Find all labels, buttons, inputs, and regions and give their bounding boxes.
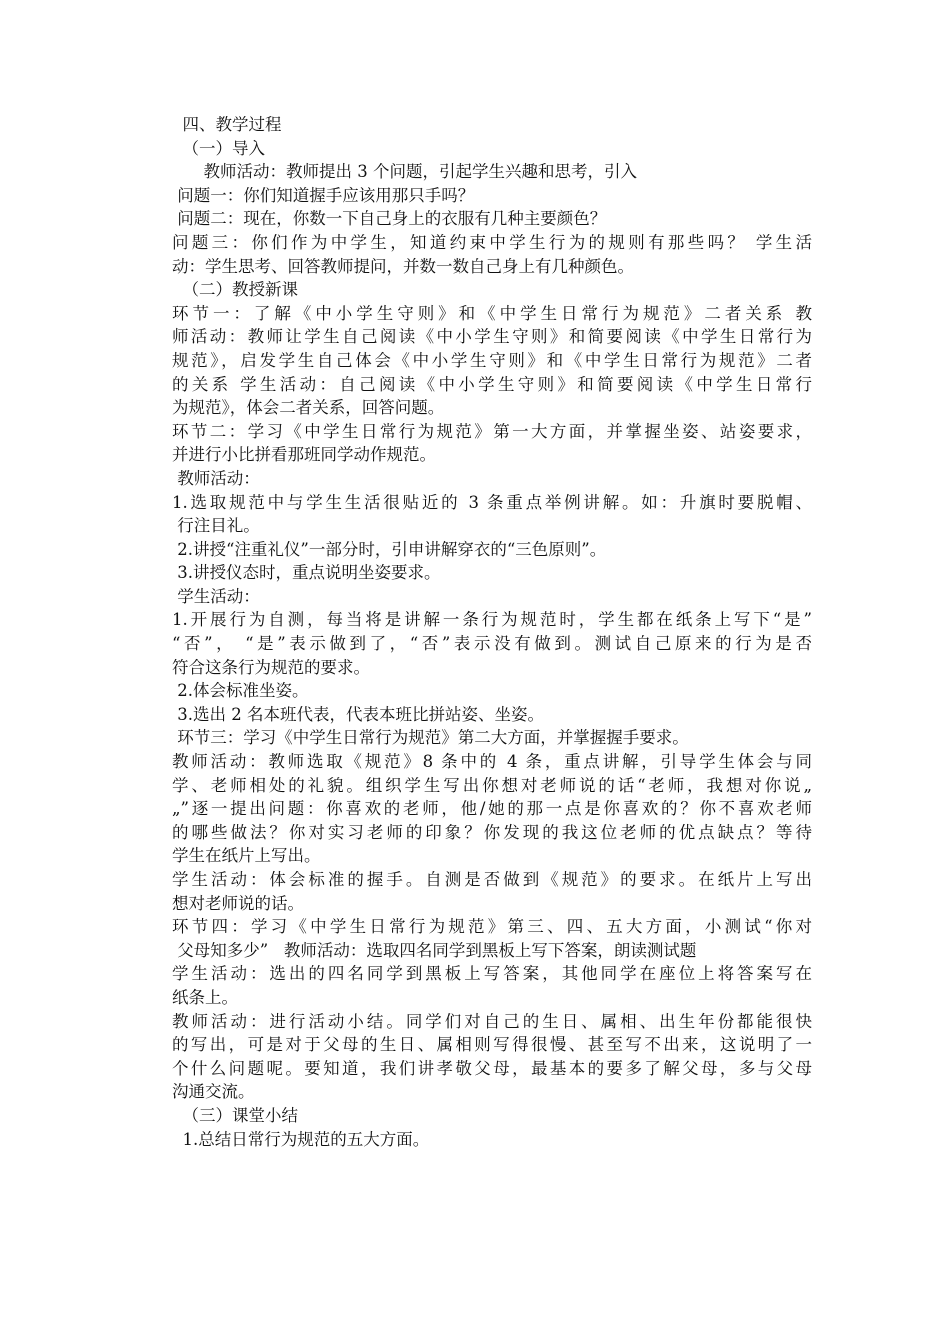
text-line: 想对老师说的话。 <box>172 893 304 913</box>
text-line: 环节一：了解《中小学生守则》和《中学生日常行为规范》二者关系 教 <box>172 303 812 323</box>
text-line: （二）教授新课 <box>172 280 298 300</box>
text-line: 沟通交流。 <box>172 1082 255 1102</box>
text-line: 问题三：你们作为中学生，知道约束中学生行为的规则有那些吗？ 学生活 <box>172 232 812 252</box>
text-line: 学生活动：选出的四名同学到黑板上写答案，其他同学在座位上将答案写在 <box>172 964 812 984</box>
text-line: 问题一：你们知道握手应该用那只手吗？ <box>172 185 475 205</box>
text-line: 的哪些做法？你对实习老师的印象？你发现的我这位老师的优点缺点？等待 <box>172 822 812 842</box>
text-line: 个什么问题呢。要知道，我们讲孝敬父母，最基本的要多了解父母，多与父母 <box>172 1058 812 1078</box>
text-line: 教师活动：进行活动小结。同学们对自己的生日、属相、出生年份都能很快 <box>172 1011 812 1031</box>
text-line: 师活动：教师让学生自己阅读《中小学生守则》和简要阅读《中学生日常行为 <box>172 327 812 347</box>
text-line: （一）导入 <box>172 138 265 158</box>
text-line: 的关系 学生活动：自己阅读《中小学生守则》和简要阅读《中学生日常行 <box>172 374 812 394</box>
text-line: 学生活动：体会标准的握手。自测是否做到《规范》的要求。在纸片上写出 <box>172 870 812 889</box>
text-line: 3.讲授仪态时，重点说明坐姿要求。 <box>172 563 441 583</box>
text-line: “否”， “是”表示做到了，“否”表示没有做到。测试自己原来的行为是否 <box>172 634 812 654</box>
text-line: 学生活动： <box>172 586 260 606</box>
text-line: 问题二：现在，你数一下自己身上的衣服有几种主要颜色？ <box>172 209 607 229</box>
text-line: 父母知多少” 教师活动：选取四名同学到黑板上写下答案，朗读测试题 <box>172 940 697 960</box>
text-line: 2.讲授“注重礼仪”一部分时，引申讲解穿衣的“三色原则”。 <box>172 539 607 559</box>
text-line: 环节三：学习《中学生日常行为规范》第二大方面，并掌握握手要求。 <box>172 728 689 748</box>
text-line: 并进行小比拼看那班同学动作规范。 <box>172 445 436 465</box>
text-line: 动：学生思考、回答教师提问，并数一数自己身上有几种颜色。 <box>172 256 634 276</box>
text-line: „”逐一提出问题：你喜欢的老师，他/她的那一点是你喜欢的？你不喜欢老师 <box>172 799 812 819</box>
text-line: 环节二：学习《中学生日常行为规范》第一大方面，并掌握坐姿、站姿要求， <box>172 421 812 441</box>
text-line: 纸条上。 <box>172 987 238 1007</box>
text-line: 学、老师相处的礼貌。组织学生写出你想对老师说的话“老师，我想对你说„ <box>172 775 812 795</box>
text-line: 符合这条行为规范的要求。 <box>172 657 370 677</box>
text-line: 教师活动：教师提出 3 个问题，引起学生兴趣和思考，引入 <box>172 162 637 182</box>
text-line: 3.选出 2 名本班代表，代表本班比拼站姿、坐姿。 <box>172 704 544 724</box>
text-line: 学生在纸片上写出。 <box>172 846 321 866</box>
text-line: 为规范》，体会二者关系，回答问题。 <box>172 398 445 418</box>
text-line: 2.体会标准坐姿。 <box>172 681 309 701</box>
text-line: 教师活动：教师选取《规范》8 条中的 4 条，重点讲解，引导学生体会与同 <box>172 752 812 772</box>
text-line: 四、教学过程 <box>172 115 282 134</box>
text-line: （三）课堂小结 <box>172 1105 298 1125</box>
text-line: 规范》，启发学生自己体会《中小学生守则》和《中学生日常行为规范》二者 <box>172 350 812 370</box>
text-line: 1.开展行为自测，每当将是讲解一条行为规范时，学生都在纸条上写下“是” <box>172 610 812 630</box>
text-line: 1.选取规范中与学生生活很贴近的 3 条重点举例讲解。如：升旗时要脱帽、 <box>172 492 812 512</box>
text-line: 环节四：学习《中学生日常行为规范》第三、四、五大方面，小测试“你对 <box>172 917 812 937</box>
text-line: 的写出，可是对于父母的生日、属相则写得很慢、甚至写不出来，这说明了一 <box>172 1035 812 1055</box>
text-line: 教师活动： <box>172 468 260 488</box>
text-line: 1.总结日常行为规范的五大方面。 <box>172 1129 430 1149</box>
text-line: 行注目礼。 <box>172 516 260 536</box>
document-body <box>172 113 812 1151</box>
